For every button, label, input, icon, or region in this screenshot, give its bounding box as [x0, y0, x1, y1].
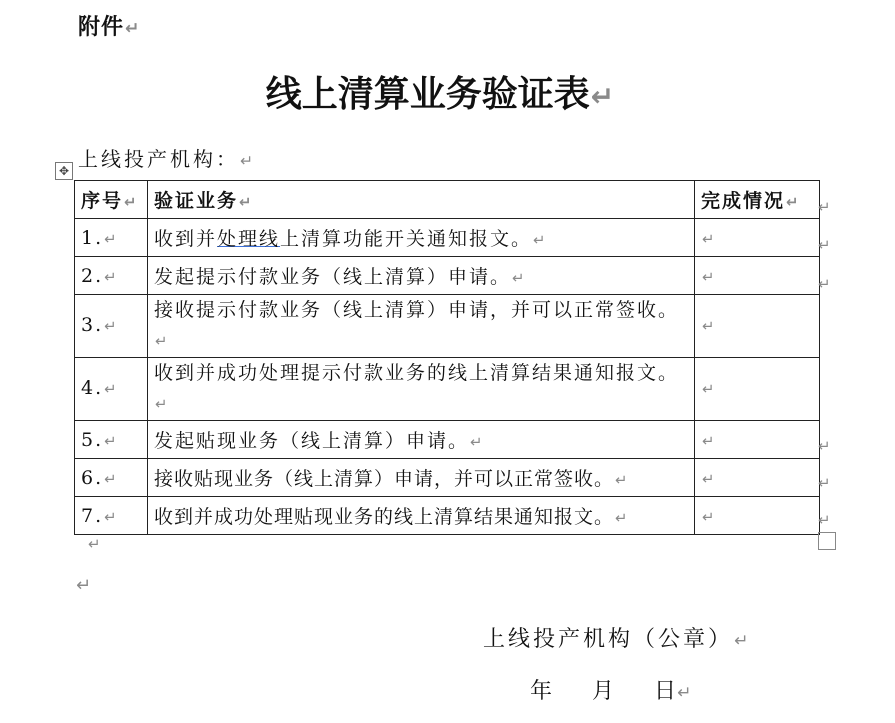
header-task: 验证业务↵ [148, 181, 695, 219]
table-row [75, 295, 820, 358]
paragraph-mark-icon: ↵ [590, 80, 615, 113]
table-resize-handle-icon[interactable] [818, 532, 836, 550]
table-row [75, 459, 820, 497]
document-title: 线上清算业务验证表↵ [265, 74, 615, 115]
table-row [75, 257, 820, 295]
row-no: 7.↵ [75, 497, 148, 535]
row-done[interactable]: ↵ [695, 421, 820, 459]
row-task[interactable]: 发起提示付款业务（线上清算）申请。↵ [148, 257, 695, 295]
row-end-mark-icon: ↵ [818, 511, 831, 529]
header-no: 序号↵ [75, 181, 148, 219]
signature-org: 上线投产机构（公章）↵ [483, 627, 752, 652]
table-header-row [75, 181, 820, 219]
table-row [75, 219, 820, 257]
paragraph-mark-icon: ↵ [125, 19, 141, 39]
org-label: 上线投产机构：↵ [78, 147, 257, 171]
row-task[interactable]: 接收贴现业务（线上清算）申请，并可以正常签收。↵ [148, 459, 695, 497]
row-no: 1.↵ [75, 219, 148, 257]
row-end-mark-icon: ↵ [818, 198, 831, 216]
verification-table [74, 180, 820, 535]
header-done: 完成情况↵ [695, 181, 820, 219]
paragraph-mark-icon: ↵ [240, 152, 257, 170]
attachment-label: 附件↵ [78, 15, 141, 40]
signature-date: 年 月 日↵ [530, 679, 692, 704]
row-no: 5.↵ [75, 421, 148, 459]
row-done[interactable]: ↵ [695, 459, 820, 497]
row-done[interactable]: ↵ [695, 257, 820, 295]
row-task[interactable]: 收到并成功处理贴现业务的线上清算结果通知报文。↵ [148, 497, 695, 535]
row-end-mark-icon: ↵ [818, 275, 831, 293]
row-done[interactable]: ↵ [695, 219, 820, 257]
row-done[interactable]: ↵ [695, 358, 820, 421]
row-task[interactable]: 接收提示付款业务（线上清算）申请，并可以正常签收。↵ [148, 295, 695, 358]
table-row [75, 358, 820, 421]
spellcheck-marked-text: 处理线 [217, 228, 281, 250]
table-row [75, 497, 820, 535]
paragraph-mark-icon: ↵ [76, 575, 92, 596]
paragraph-mark-icon: ↵ [88, 535, 101, 553]
table-move-handle-icon[interactable]: ✥ [55, 162, 73, 180]
row-done[interactable]: ↵ [695, 497, 820, 535]
row-task[interactable]: 收到并成功处理提示付款业务的线上清算结果通知报文。↵ [148, 358, 695, 421]
row-no: 6.↵ [75, 459, 148, 497]
row-no: 3.↵ [75, 295, 148, 358]
table-row [75, 421, 820, 459]
row-end-mark-icon: ↵ [818, 474, 831, 492]
row-task[interactable]: 发起贴现业务（线上清算）申请。↵ [148, 421, 695, 459]
row-end-mark-icon: ↵ [818, 236, 831, 254]
row-task[interactable]: 收到并处理线上清算功能开关通知报文。↵ [148, 219, 695, 257]
row-no: 2.↵ [75, 257, 148, 295]
row-done[interactable]: ↵ [695, 295, 820, 358]
row-end-mark-icon: ↵ [818, 437, 831, 455]
row-no: 4.↵ [75, 358, 148, 421]
